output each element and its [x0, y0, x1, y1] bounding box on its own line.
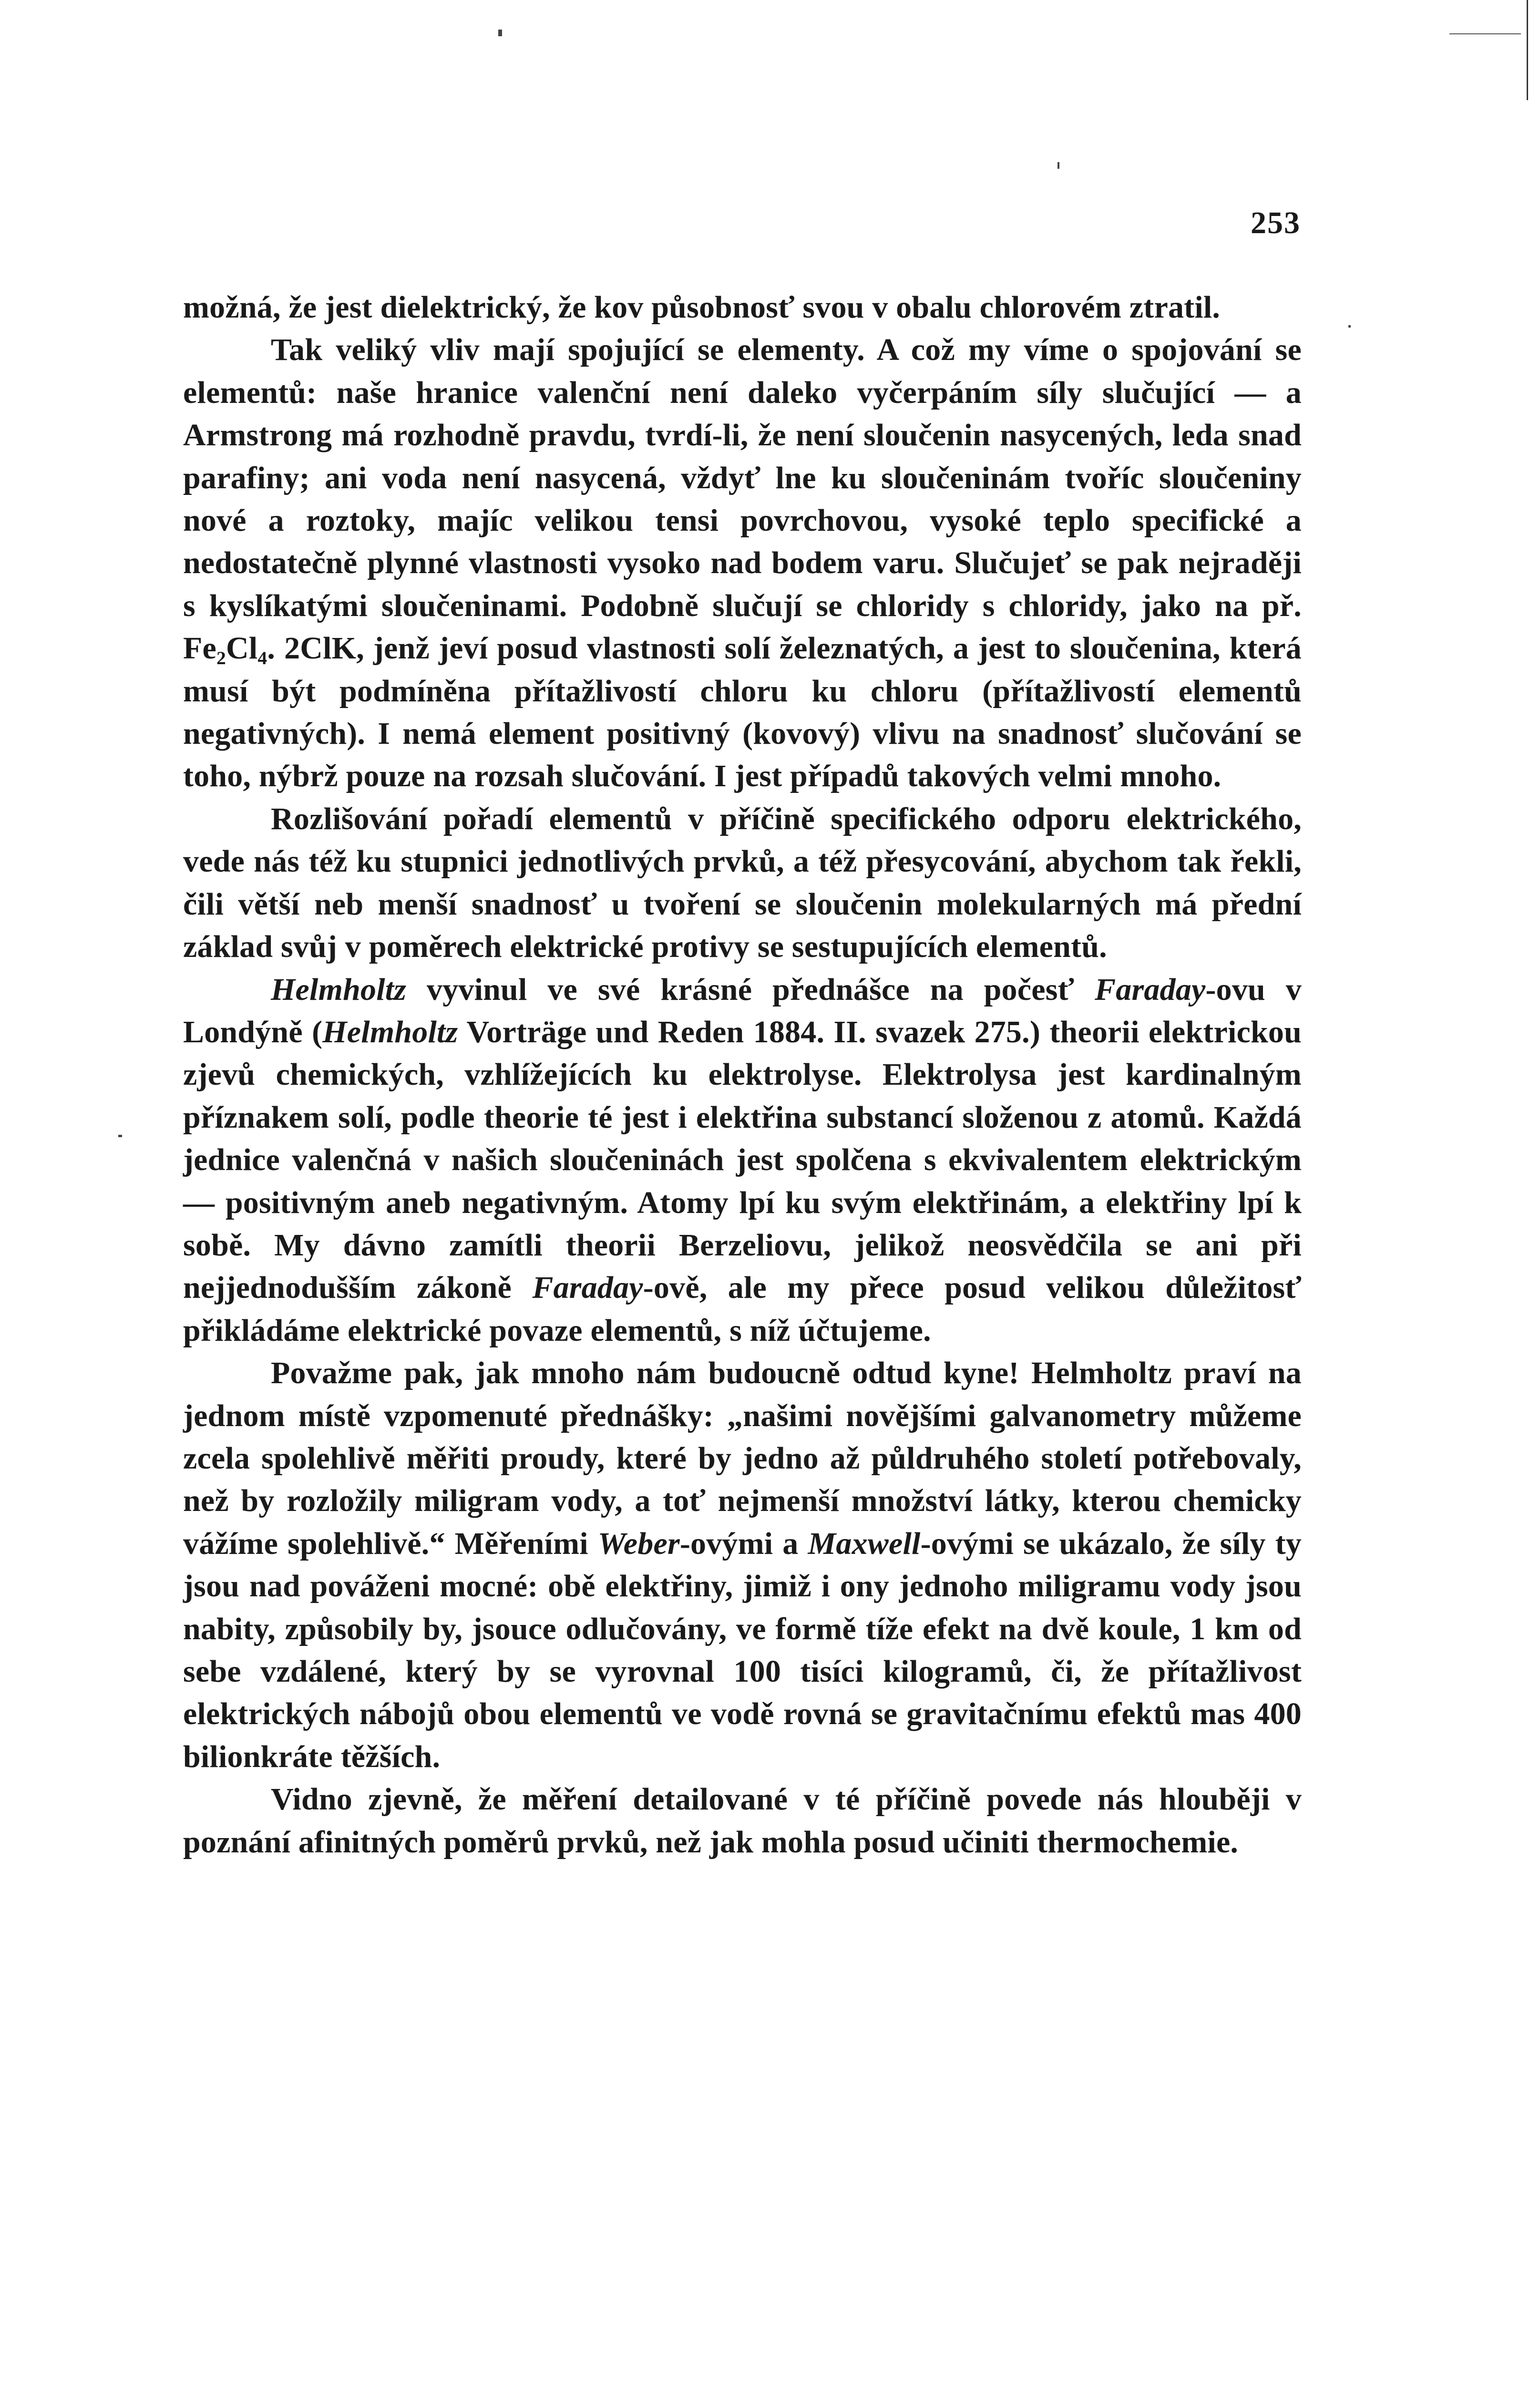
author-name: Faraday — [1095, 972, 1206, 1007]
paragraph — [183, 329, 1302, 797]
paragraph-text: možná, že jest dielektrický, že kov působnosť svou v obalu chlorovém ztratil. — [183, 290, 1221, 325]
paragraph-text: -ovu v Londýně ( — [183, 972, 1302, 1049]
paragraph-text: -ovými se ukázalo, že síly ty jsou nad pováženi mocné: obě elektřiny, jimiž i ony jednoho miligramu vody jsou nabity, způsobily by, jsouce odlučovány, ve formě tíže efekt na dvě koule, 1 km od sebe vzdálené, který by se vyrovnal 100 tisíci kilogramů, či, že přítažlivost elektrických nábojů obou elementů ve vodě rovná se gravitačnímu efektů mas 400 bilionkráte těžších. — [183, 1526, 1302, 1774]
paragraph — [183, 798, 1302, 968]
paragraph — [183, 1778, 1302, 1863]
body-text — [183, 286, 1302, 1863]
paragraph-text: . 2ClK, jenž jeví posud vlastnosti solí železnatých, a jest to sloučenina, která musí být podmíněna přítažlivostí chloru ku chloru (přítažlivostí elementů negativných). I nemá element positivný (kovový) vlivu na snadnosť slučování se toho, nýbrž pouze na rozsah slučování. I jest případů takových velmi mnoho. — [183, 631, 1302, 794]
paragraph-text: Rozlišování pořadí elementů v příčině specifického odporu elektrického, vede nás též ku stupnici jednotlivých prvků, a též přesycování, abychom tak řekli, čili větší neb menší snadnosť u tvoření se sloučenin molekularných má přední základ svůj v poměrech elektrické protivy se sestupujících elementů. — [183, 801, 1302, 965]
paragraph-text: Tak veliký vliv mají spojující se elementy. A což my víme o spojování se elementů: naše hranice valenční není daleko vyčerpáním síly slučující — a Armstrong má rozhodně pravdu, tvrdí-li, že není sloučenin nasycených, leda snad parafiny; ani voda není nasycená, vždyť lne ku sloučeninám tvoříc sloučeniny nové a roztoky, majíc velikou tensi povrchovou, vysoké teplo specifické a nedostatečně plynné vlastnosti vysoko nad bodem varu. Slučujeť se pak nejraději s kyslíkatými sloučeninami. Podobně slučují se chloridy s chloridy, jako na př. Fe — [183, 332, 1302, 666]
paragraph-text: vyvinul ve své krásné přednášce na počesť — [406, 972, 1095, 1007]
paragraph — [183, 286, 1302, 329]
paragraph-text: Vorträge und Reden 1884. II. svazek 275.) theorii elektrickou zjevů chemických, vzhlížejících ku elektrolyse. Elektrolysa jest kardinalným příznakem solí, podle theorie té jest i elektřina substancí složenou z atomů. Každá jednice valenčná v našich sloučeninách jest spolčena s ekvivalentem elektrickým — positivným aneb negativným. Atomy lpí ku svým elektřinám, a elektřiny lpí k sobě. My dávno zamítli theorii Berzeliovu, jelikož neosvědčila se ani při nejjednodušším zákoně — [183, 1014, 1302, 1305]
paragraph-text: -ově, ale my přece posud velikou důležitosť přikládáme elektrické povaze elementů, s níž účtujeme. — [183, 1270, 1302, 1348]
formula-text: Cl — [226, 631, 258, 666]
scan-dot — [118, 1135, 122, 1137]
author-name: Maxwell — [808, 1526, 921, 1561]
author-name: Helmholtz — [322, 1014, 458, 1049]
author-name: Faraday — [532, 1270, 643, 1305]
scan-edge-mark — [1449, 33, 1521, 34]
page-number: 253 — [1251, 206, 1301, 240]
scan-dot — [1348, 325, 1351, 328]
paragraph-text: Vidno zjevně, že měření detailované v té příčině povede nás hlouběji v poznání afinitných poměrů prvků, než jak mohla posud učiniti thermochemie. — [183, 1782, 1302, 1860]
scan-dot — [1057, 162, 1059, 169]
author-name: Helmholtz — [271, 972, 407, 1007]
author-name: Weber — [597, 1526, 680, 1561]
formula-subscript: 2 — [216, 647, 226, 669]
paragraph — [183, 1352, 1302, 1778]
scan-edge-mark — [1527, 0, 1528, 100]
paragraph-text: Považme pak, jak mnoho nám budoucně odtud kyne! Helmholtz praví na jednom místě vzpomenuté přednášky: „našimi novějšími galvanometry můžeme zcela spolehlivě měřiti proudy, které by jedno až půldruhého století potřebovaly, než by rozložily miligram vody, a toť nejmenší množství látky, kterou chemicky vážíme spolehlivě.“ Měřeními — [183, 1356, 1302, 1561]
formula-subscript: 4 — [257, 647, 267, 669]
scan-dot — [498, 30, 502, 36]
paragraph — [183, 968, 1302, 1352]
paragraph-text: -ovými a — [679, 1526, 808, 1561]
